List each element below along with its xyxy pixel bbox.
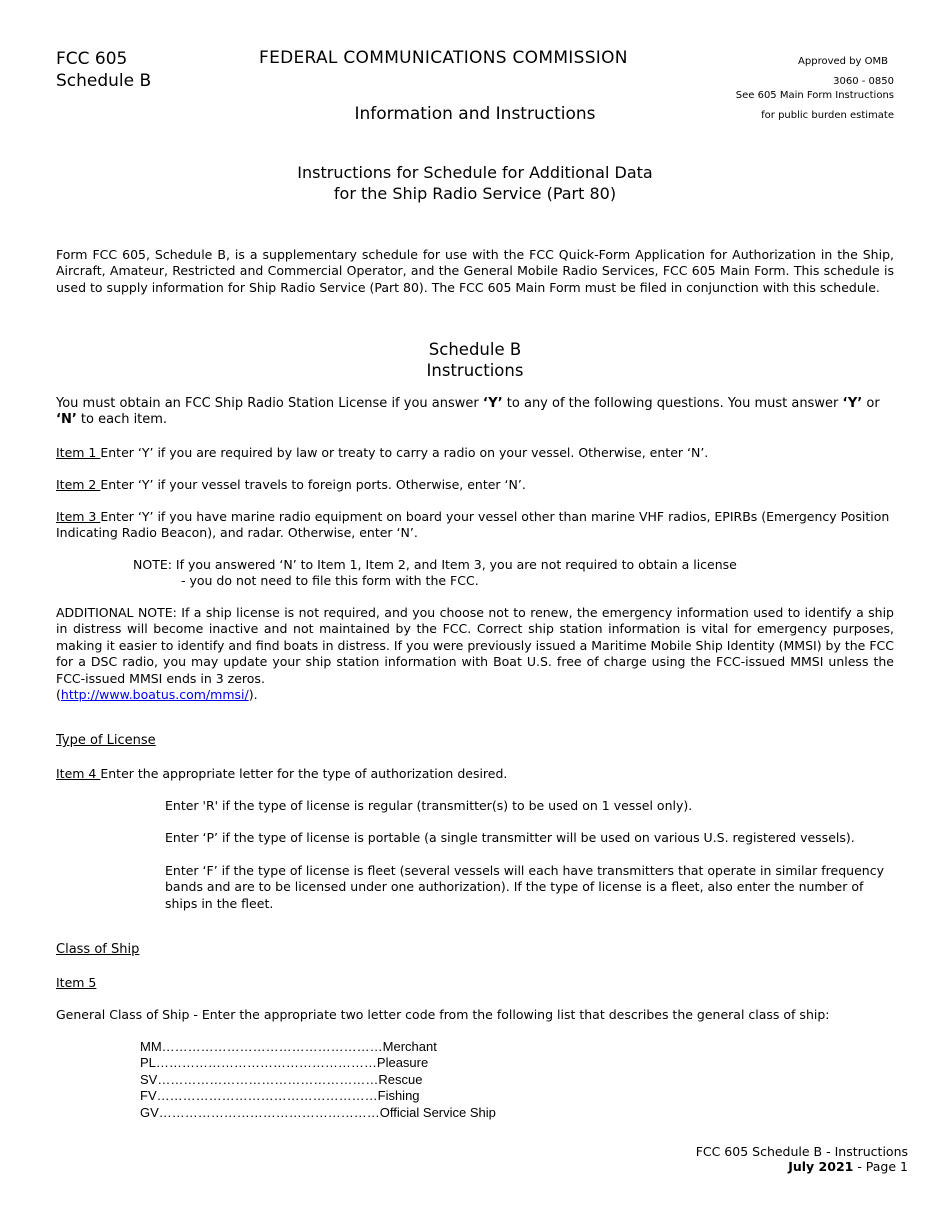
item-4 <box>56 766 894 782</box>
agency-name: FEDERAL COMMUNICATIONS COMMISSION <box>259 48 628 68</box>
schedule-title-line1: Schedule B <box>428 340 522 359</box>
code-row: MM …………………………………………… Merchant <box>140 1039 437 1054</box>
general-class-text: General Class of Ship - Enter the appropriate two letter code from the following list that describes the general class of ship: <box>56 1007 830 1022</box>
license-regular: Enter 'R' if the type of license is regular (transmitter(s) to be used on 1 vessel only). <box>165 798 693 813</box>
type-of-license-heading: Type of License <box>56 733 156 748</box>
must-text-4: to each item. <box>76 412 168 428</box>
must-text-2: to any of the following questions. You must answer <box>502 396 843 411</box>
code-row: GV …………………………………………… Official Service Ship <box>140 1104 496 1120</box>
boatus-link-line <box>56 687 894 703</box>
instructions-title-line1: Instructions for Schedule for Additional Data <box>297 163 653 182</box>
must-text-3: or <box>862 396 880 411</box>
instructions-title-line2: for the Ship Radio Service (Part 80) <box>333 184 617 203</box>
footer-year: 21 <box>835 1159 854 1174</box>
class-of-ship-heading: Class of Ship <box>56 942 140 957</box>
boatus-link[interactable]: http://www.boatus.com/mmsi/ <box>60 687 249 703</box>
footer-date-page <box>696 1159 908 1174</box>
code-label: Merchant <box>382 1039 437 1054</box>
info-title: Information and Instructions <box>354 104 596 124</box>
code-row: SV …………………………………………… Rescue <box>140 1071 423 1087</box>
code-label: Fishing <box>377 1088 420 1104</box>
code: SV <box>140 1071 158 1087</box>
item-5-label: Item 5 <box>56 975 97 990</box>
omb-line4: for public burden estimate <box>761 110 894 121</box>
instructions-title <box>0 162 950 204</box>
item-1-text: Enter ‘Y’ if you are required by law or treaty to carry a radio on your vessel. Otherwise, enter ‘N’. <box>100 445 709 460</box>
footer-month: July 20 <box>788 1159 836 1174</box>
license-requirement <box>56 396 894 429</box>
code: PL <box>140 1055 156 1071</box>
item-3 <box>56 509 894 542</box>
code-label: Official Service Ship <box>379 1104 496 1120</box>
ship-class-codes <box>140 1039 496 1121</box>
must-y-2: ‘Y’ <box>842 396 863 411</box>
schedule-title-line2: Instructions <box>426 361 524 380</box>
item-2-text: Enter ‘Y’ if your vessel travels to foreign ports. Otherwise, enter ‘N’. <box>100 477 526 492</box>
item-4-label: Item 4 <box>56 766 101 781</box>
item-3-text: Enter ‘Y’ if you have marine radio equipment on board your vessel other than marine VHF radios, EPIRBs (Emergency Position Indicating Radio Beacon), and radar. Otherwise, enter ‘N’. <box>56 509 890 541</box>
item-1 <box>56 445 894 461</box>
link-open: ( <box>56 687 61 703</box>
must-y-1: ‘Y’ <box>482 396 503 411</box>
code: FV <box>140 1088 157 1104</box>
item-2 <box>56 477 894 493</box>
code: MM <box>140 1039 162 1054</box>
omb-line2: 3060 - 0850 <box>833 76 894 87</box>
schedule-name: Schedule B <box>56 71 152 91</box>
item-3-label: Item 3 <box>56 509 101 524</box>
note-line2: - you do not need to file this form with the FCC. <box>181 573 479 589</box>
intro-paragraph: Form FCC 605, Schedule B, is a supplementary schedule for use with the FCC Quick-Form Application for Authorization in the Ship, Aircraft, Amateur, Restricted and Commercial Operator, and the General Mobile Radio Services, FCC 605 Main Form. This schedule is used to supply information for Ship Radio Service (Part 80). The FCC 605 Main Form must be filed in conjunction with this schedule. <box>56 247 894 295</box>
schedule-title <box>0 339 950 381</box>
item-4-text: Enter the appropriate letter for the type of authorization desired. <box>100 766 508 781</box>
must-n: ‘N’ <box>56 412 77 428</box>
form-id <box>56 48 151 92</box>
footer-page: - Page 1 <box>853 1159 908 1174</box>
code-row: PL …………………………………………… Pleasure <box>140 1055 429 1071</box>
code-label: Pleasure <box>376 1055 429 1071</box>
item-2-label: Item 2 <box>56 477 101 492</box>
item-5 <box>56 975 894 991</box>
footer-title: FCC 605 Schedule B - Instructions <box>695 1144 908 1159</box>
license-portable: Enter ‘P’ if the type of license is portable (a single transmitter will be used on various U.S. registered vessels). <box>165 830 855 845</box>
additional-note-text: ADDITIONAL NOTE: If a ship license is not required, and you choose not to renew, the emergency information used to identify a ship in distress will become inactive and not maintained by the FCC. Correct ship station information is vital for emergency purposes, making it easier to identify and find boats in distress. If you were previously issued a Maritime Mobile Ship Identity (MMSI) by the FCC for a DSC radio, you may update your ship station information with Boat U.S. free of charge using the FCC-issued MMSI unless the FCC-issued MMSI ends in 3 zeros. <box>56 605 894 686</box>
code-row: FV …………………………………………… Fishing <box>140 1088 420 1104</box>
omb-line3: See 605 Main Form Instructions <box>735 90 894 101</box>
code: GV <box>140 1104 159 1120</box>
form-number: FCC 605 <box>56 49 128 69</box>
omb-line1: Approved by OMB <box>798 56 888 67</box>
license-fleet: Enter ‘F’ if the type of license is fleet (several vessels will each have transmitters that operate in similar frequency bands and are to be licensed under one authorization). If the type of license is a fleet, also enter the number of ships in the fleet. <box>165 863 884 911</box>
note <box>133 557 833 590</box>
code-label: Rescue <box>378 1071 423 1087</box>
must-text-1: You must obtain an FCC Ship Radio Station License if you answer <box>56 396 483 411</box>
item-1-label: Item 1 <box>56 445 101 460</box>
page-footer <box>696 1144 908 1174</box>
note-line1: NOTE: If you answered ‘N’ to Item 1, Item 2, and Item 3, you are not required to obtain a license <box>133 557 737 572</box>
additional-note <box>56 605 894 703</box>
link-close: ). <box>248 687 258 703</box>
